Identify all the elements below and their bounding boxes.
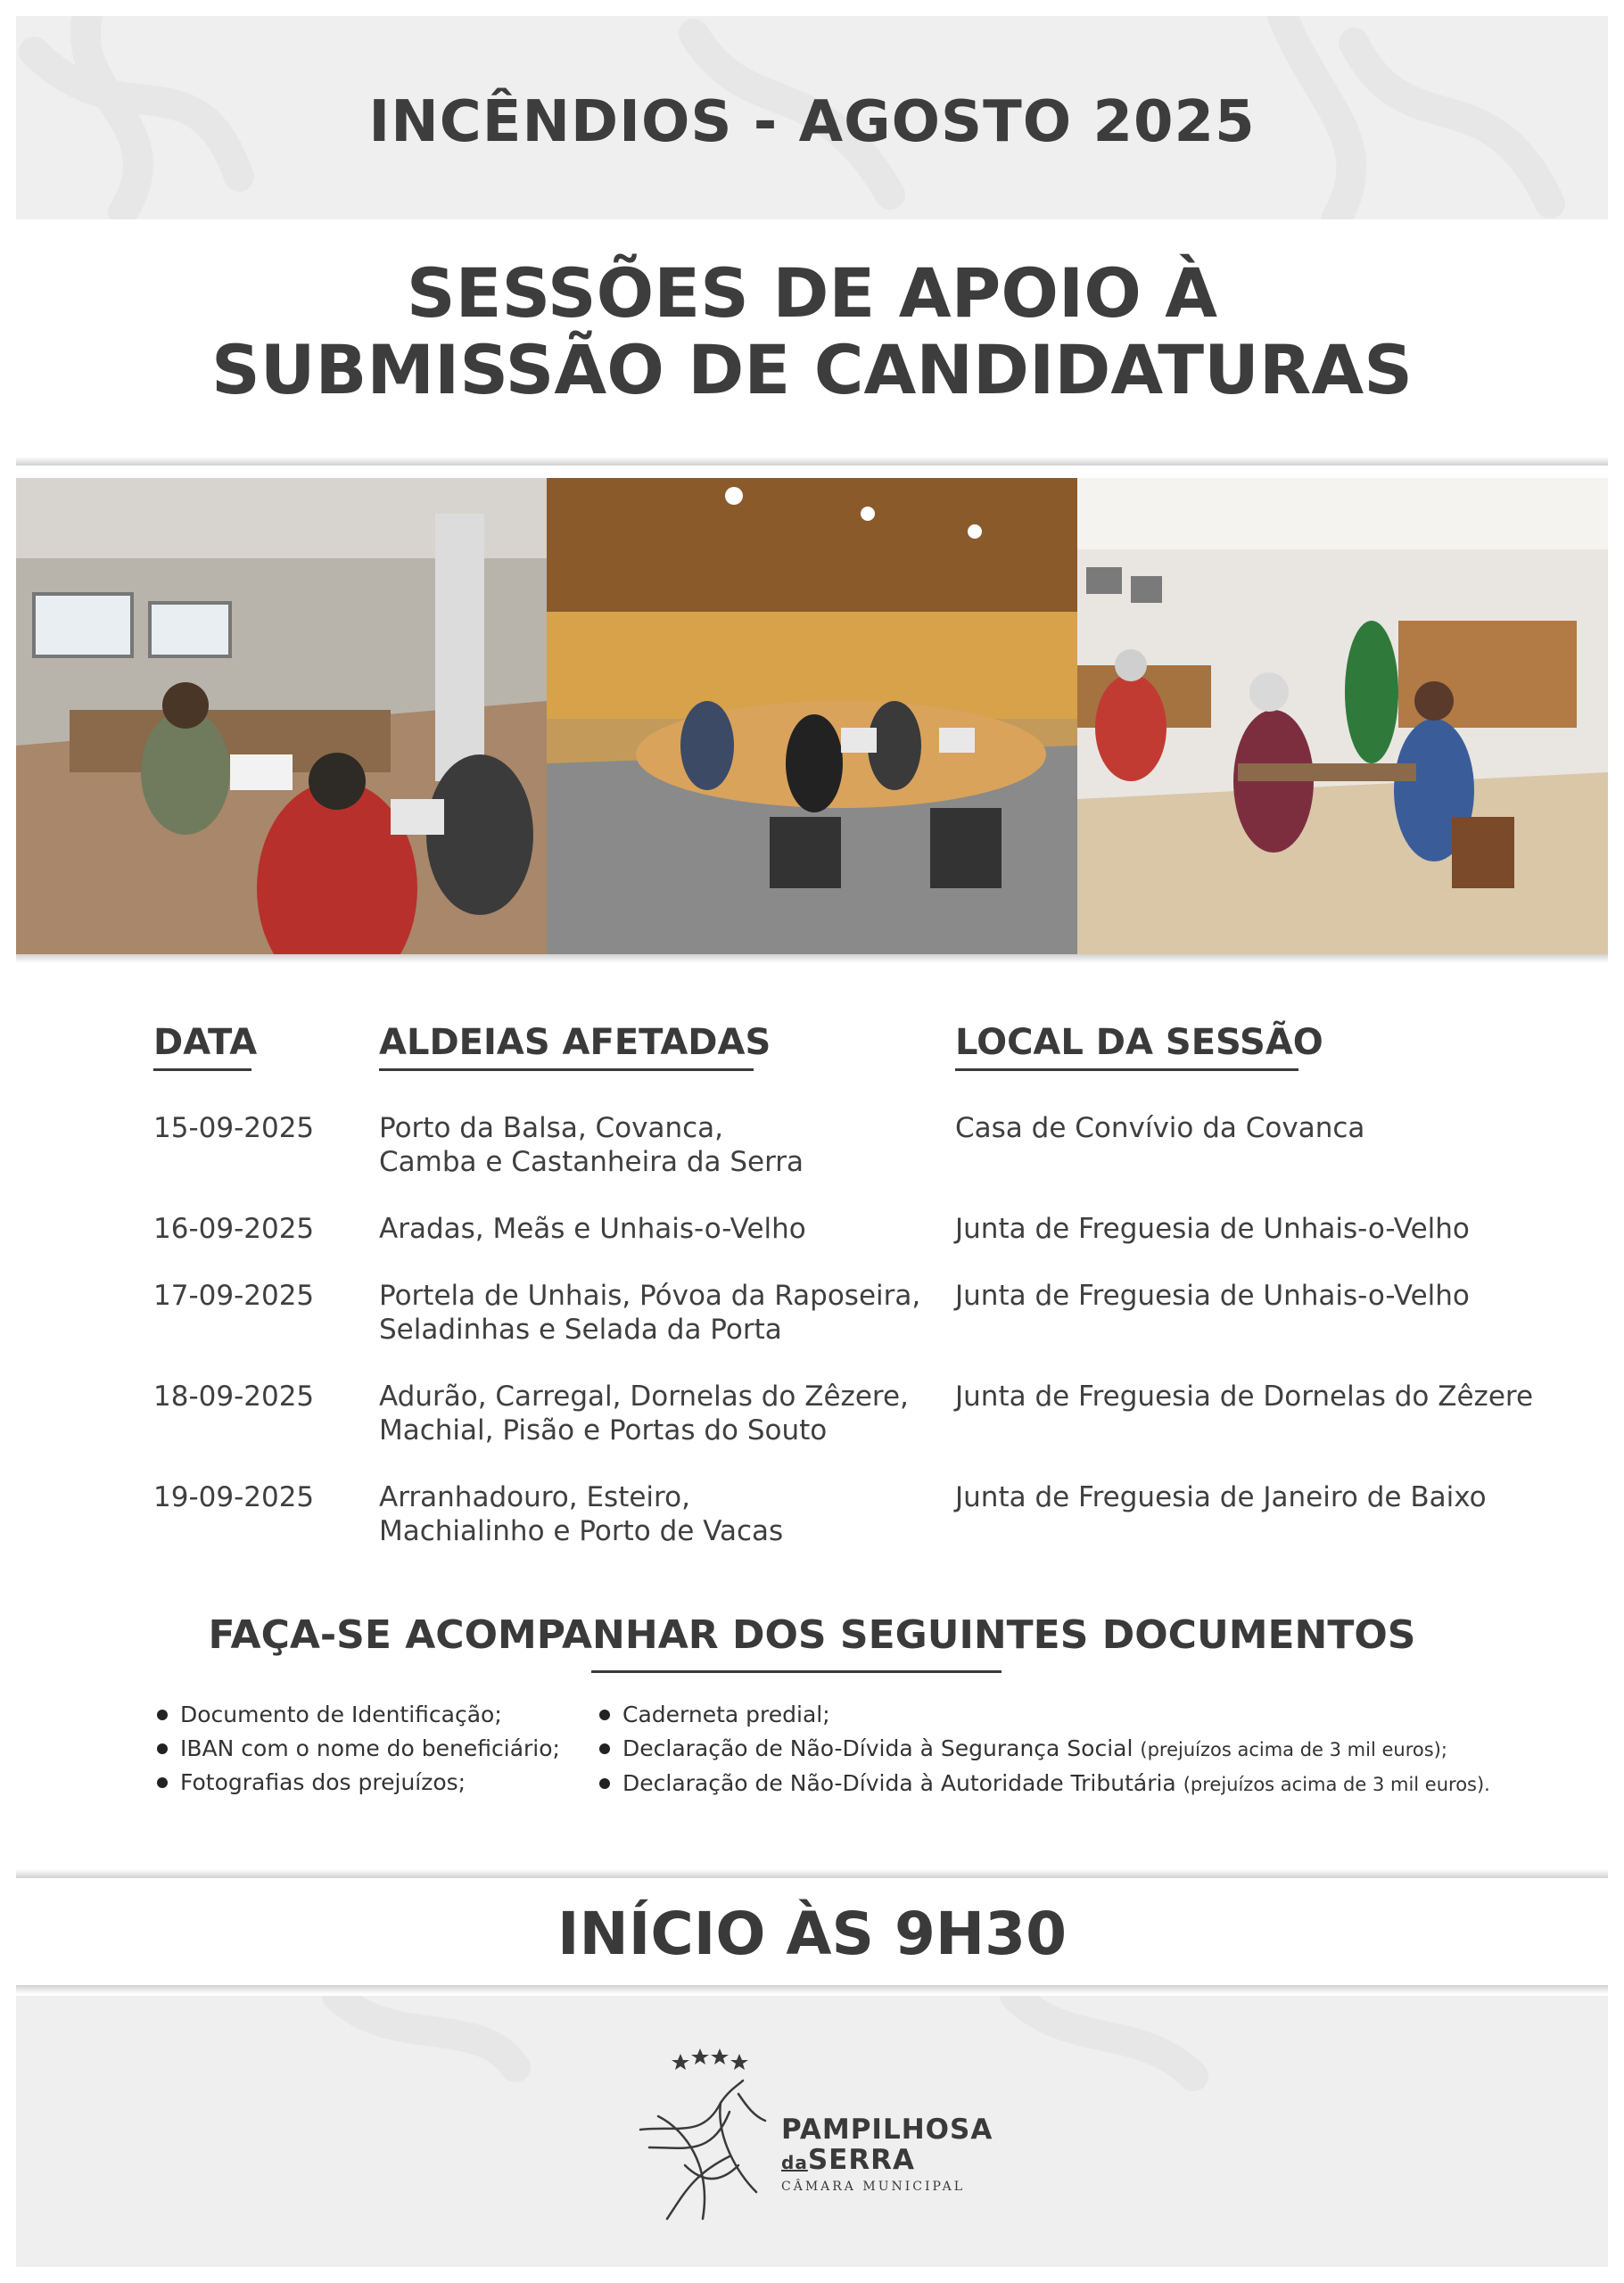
documents-title: FAÇA-SE ACOMPANHAR DOS SEGUINTES DOCUMENTOS: [208, 1612, 1416, 1658]
column-header-date: DATA: [153, 1022, 258, 1063]
logo-serra: SERRA: [807, 2144, 916, 2176]
row-date: 17-09-2025: [153, 1280, 315, 1312]
row-villages: Machial, Pisão e Portas do Souto: [379, 1414, 828, 1446]
row-villages: Portela de Unhais, Póvoa da Raposeira,: [379, 1280, 921, 1312]
row-villages: Porto da Balsa, Covanca,: [379, 1112, 724, 1144]
page-title-line-1: SESSÕES DE APOIO À: [406, 253, 1218, 333]
documents-underline: [591, 1670, 1002, 1673]
row-location: Junta de Freguesia de Dornelas do Zêzere: [955, 1381, 1534, 1413]
list-item-note: (prejuízos acima de 3 mil euros).: [1183, 1774, 1490, 1795]
logo-da: da: [781, 2152, 808, 2173]
list-item: [598, 1732, 1490, 1767]
row-villages: Aradas, Meãs e Unhais-o-Velho: [379, 1213, 806, 1245]
row-location: Junta de Freguesia de Unhais-o-Velho: [955, 1213, 1470, 1245]
logo-subtitle: CÂMARA MUNICIPAL: [781, 2180, 966, 2194]
column-underline: [955, 1068, 1298, 1071]
row-villages: Adurão, Carregal, Dornelas do Zêzere,: [379, 1381, 909, 1413]
list-item: IBAN com o nome do beneficiário;: [155, 1732, 560, 1766]
list-item: Documento de Identificação;: [155, 1698, 560, 1732]
column-underline: [379, 1068, 754, 1071]
municipality-logo: [631, 2040, 1006, 2237]
row-location: Casa de Convívio da Covanca: [955, 1112, 1365, 1144]
row-villages: Arranhadouro, Esteiro,: [379, 1481, 690, 1513]
photo-session-hall: [16, 478, 547, 954]
documents-list-right: [598, 1698, 1490, 1801]
page-title: [16, 255, 1608, 408]
divider: [16, 954, 1608, 963]
list-item: [598, 1767, 1490, 1801]
list-item-text: Caderneta predial;: [622, 1702, 830, 1727]
divider: [16, 1869, 1608, 1878]
photo-session-hall-2: [1077, 478, 1608, 954]
row-location: Junta de Freguesia de Unhais-o-Velho: [955, 1280, 1470, 1312]
header-band: [16, 16, 1608, 219]
row-villages: Machialinho e Porto de Vacas: [379, 1515, 784, 1547]
logo-name-line-1: PAMPILHOSA: [781, 2114, 993, 2146]
row-location: Junta de Freguesia de Janeiro de Baixo: [955, 1481, 1487, 1513]
row-date: 19-09-2025: [153, 1481, 315, 1513]
row-date: 15-09-2025: [153, 1112, 315, 1144]
column-header-villages: ALDEIAS AFETADAS: [379, 1022, 771, 1063]
deer-logo-icon: [631, 2040, 774, 2237]
row-date: 16-09-2025: [153, 1213, 315, 1245]
list-item-note: (prejuízos acima de 3 mil euros);: [1140, 1739, 1447, 1760]
documents-list-left: [155, 1698, 560, 1800]
photo-strip: [16, 478, 1608, 954]
row-villages: Camba e Castanheira da Serra: [379, 1146, 804, 1178]
poster: [16, 16, 1608, 2267]
list-item: [598, 1698, 1490, 1732]
logo-name-line-2: [781, 2144, 915, 2176]
column-header-location: LOCAL DA SESSÃO: [955, 1022, 1323, 1063]
row-date: 18-09-2025: [153, 1381, 315, 1413]
divider: [16, 457, 1608, 466]
list-item-text: Declaração de Não-Dívida à Autoridade Tributária: [622, 1770, 1176, 1796]
page-title-line-2: SUBMISSÃO DE CANDIDATURAS: [211, 330, 1413, 409]
list-item: Fotografias dos prejuízos;: [155, 1766, 560, 1800]
header-title: INCÊNDIOS - AGOSTO 2025: [368, 89, 1256, 155]
list-item-text: Declaração de Não-Dívida à Segurança Social: [622, 1735, 1134, 1761]
start-time: INÍCIO ÀS 9H30: [556, 1900, 1068, 1968]
divider: [16, 1985, 1608, 1994]
photo-session-room: [547, 478, 1077, 954]
column-underline: [153, 1068, 251, 1071]
row-villages: Seladinhas e Selada da Porta: [379, 1314, 782, 1346]
